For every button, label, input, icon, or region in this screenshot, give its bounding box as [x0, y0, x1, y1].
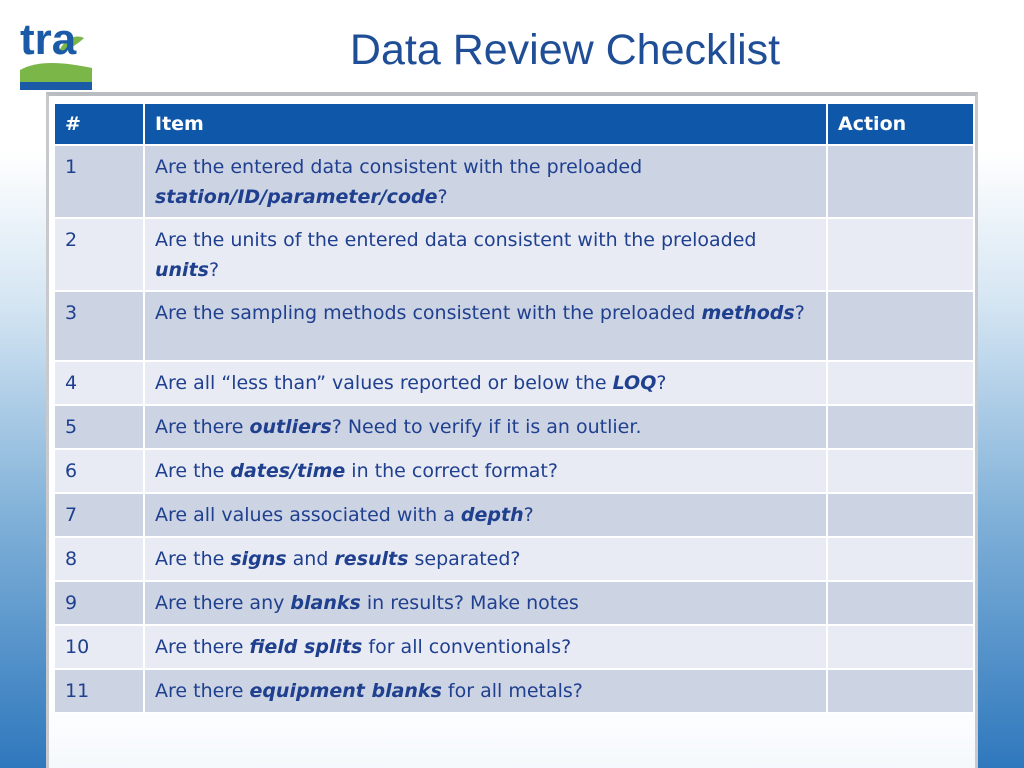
row-number: 6	[54, 449, 144, 493]
row-number: 7	[54, 493, 144, 537]
row-action-cell	[827, 145, 974, 218]
row-action-cell	[827, 361, 974, 405]
row-action-cell	[827, 537, 974, 581]
row-action-cell	[827, 405, 974, 449]
table-row	[54, 449, 974, 493]
header-item: Item	[144, 103, 827, 145]
row-action-cell	[827, 291, 974, 361]
row-item: Are all values associated with a depth?	[144, 493, 827, 537]
table-row	[54, 625, 974, 669]
table-row	[54, 405, 974, 449]
row-number: 4	[54, 361, 144, 405]
row-item: Are the entered data consistent with the preloaded station/ID/parameter/code?	[144, 145, 827, 218]
row-item: Are there field splits for all conventionals?	[144, 625, 827, 669]
row-item: Are the sampling methods consistent with the preloaded methods?	[144, 291, 827, 361]
table-row	[54, 361, 974, 405]
row-item: Are there equipment blanks for all metals?	[144, 669, 827, 713]
row-action-cell	[827, 581, 974, 625]
row-action-cell	[827, 669, 974, 713]
row-item: Are there outliers? Need to verify if it is an outlier.	[144, 405, 827, 449]
table-row	[54, 291, 974, 361]
row-number: 10	[54, 625, 144, 669]
header-number: #	[54, 103, 144, 145]
row-number: 8	[54, 537, 144, 581]
row-item: Are there any blanks in results? Make notes	[144, 581, 827, 625]
logo-text: tra	[20, 15, 77, 64]
table-row	[54, 669, 974, 713]
row-action-cell	[827, 625, 974, 669]
table-header-row	[54, 103, 974, 145]
row-item: Are all “less than” values reported or below the LOQ?	[144, 361, 827, 405]
table-row	[54, 493, 974, 537]
row-item: Are the dates/time in the correct format?	[144, 449, 827, 493]
tra-logo	[18, 8, 94, 90]
table-row	[54, 537, 974, 581]
table-row	[54, 145, 974, 218]
row-number: 11	[54, 669, 144, 713]
row-action-cell	[827, 218, 974, 291]
row-action-cell	[827, 493, 974, 537]
row-number: 2	[54, 218, 144, 291]
header-action: Action	[827, 103, 974, 145]
row-number: 5	[54, 405, 144, 449]
row-item: Are the signs and results separated?	[144, 537, 827, 581]
row-number: 1	[54, 145, 144, 218]
table-row	[54, 581, 974, 625]
row-number: 3	[54, 291, 144, 361]
row-action-cell	[827, 449, 974, 493]
row-item: Are the units of the entered data consistent with the preloaded units?	[144, 218, 827, 291]
checklist-table	[53, 102, 975, 714]
row-number: 9	[54, 581, 144, 625]
table-row	[54, 218, 974, 291]
page-title: Data Review Checklist	[349, 26, 781, 74]
